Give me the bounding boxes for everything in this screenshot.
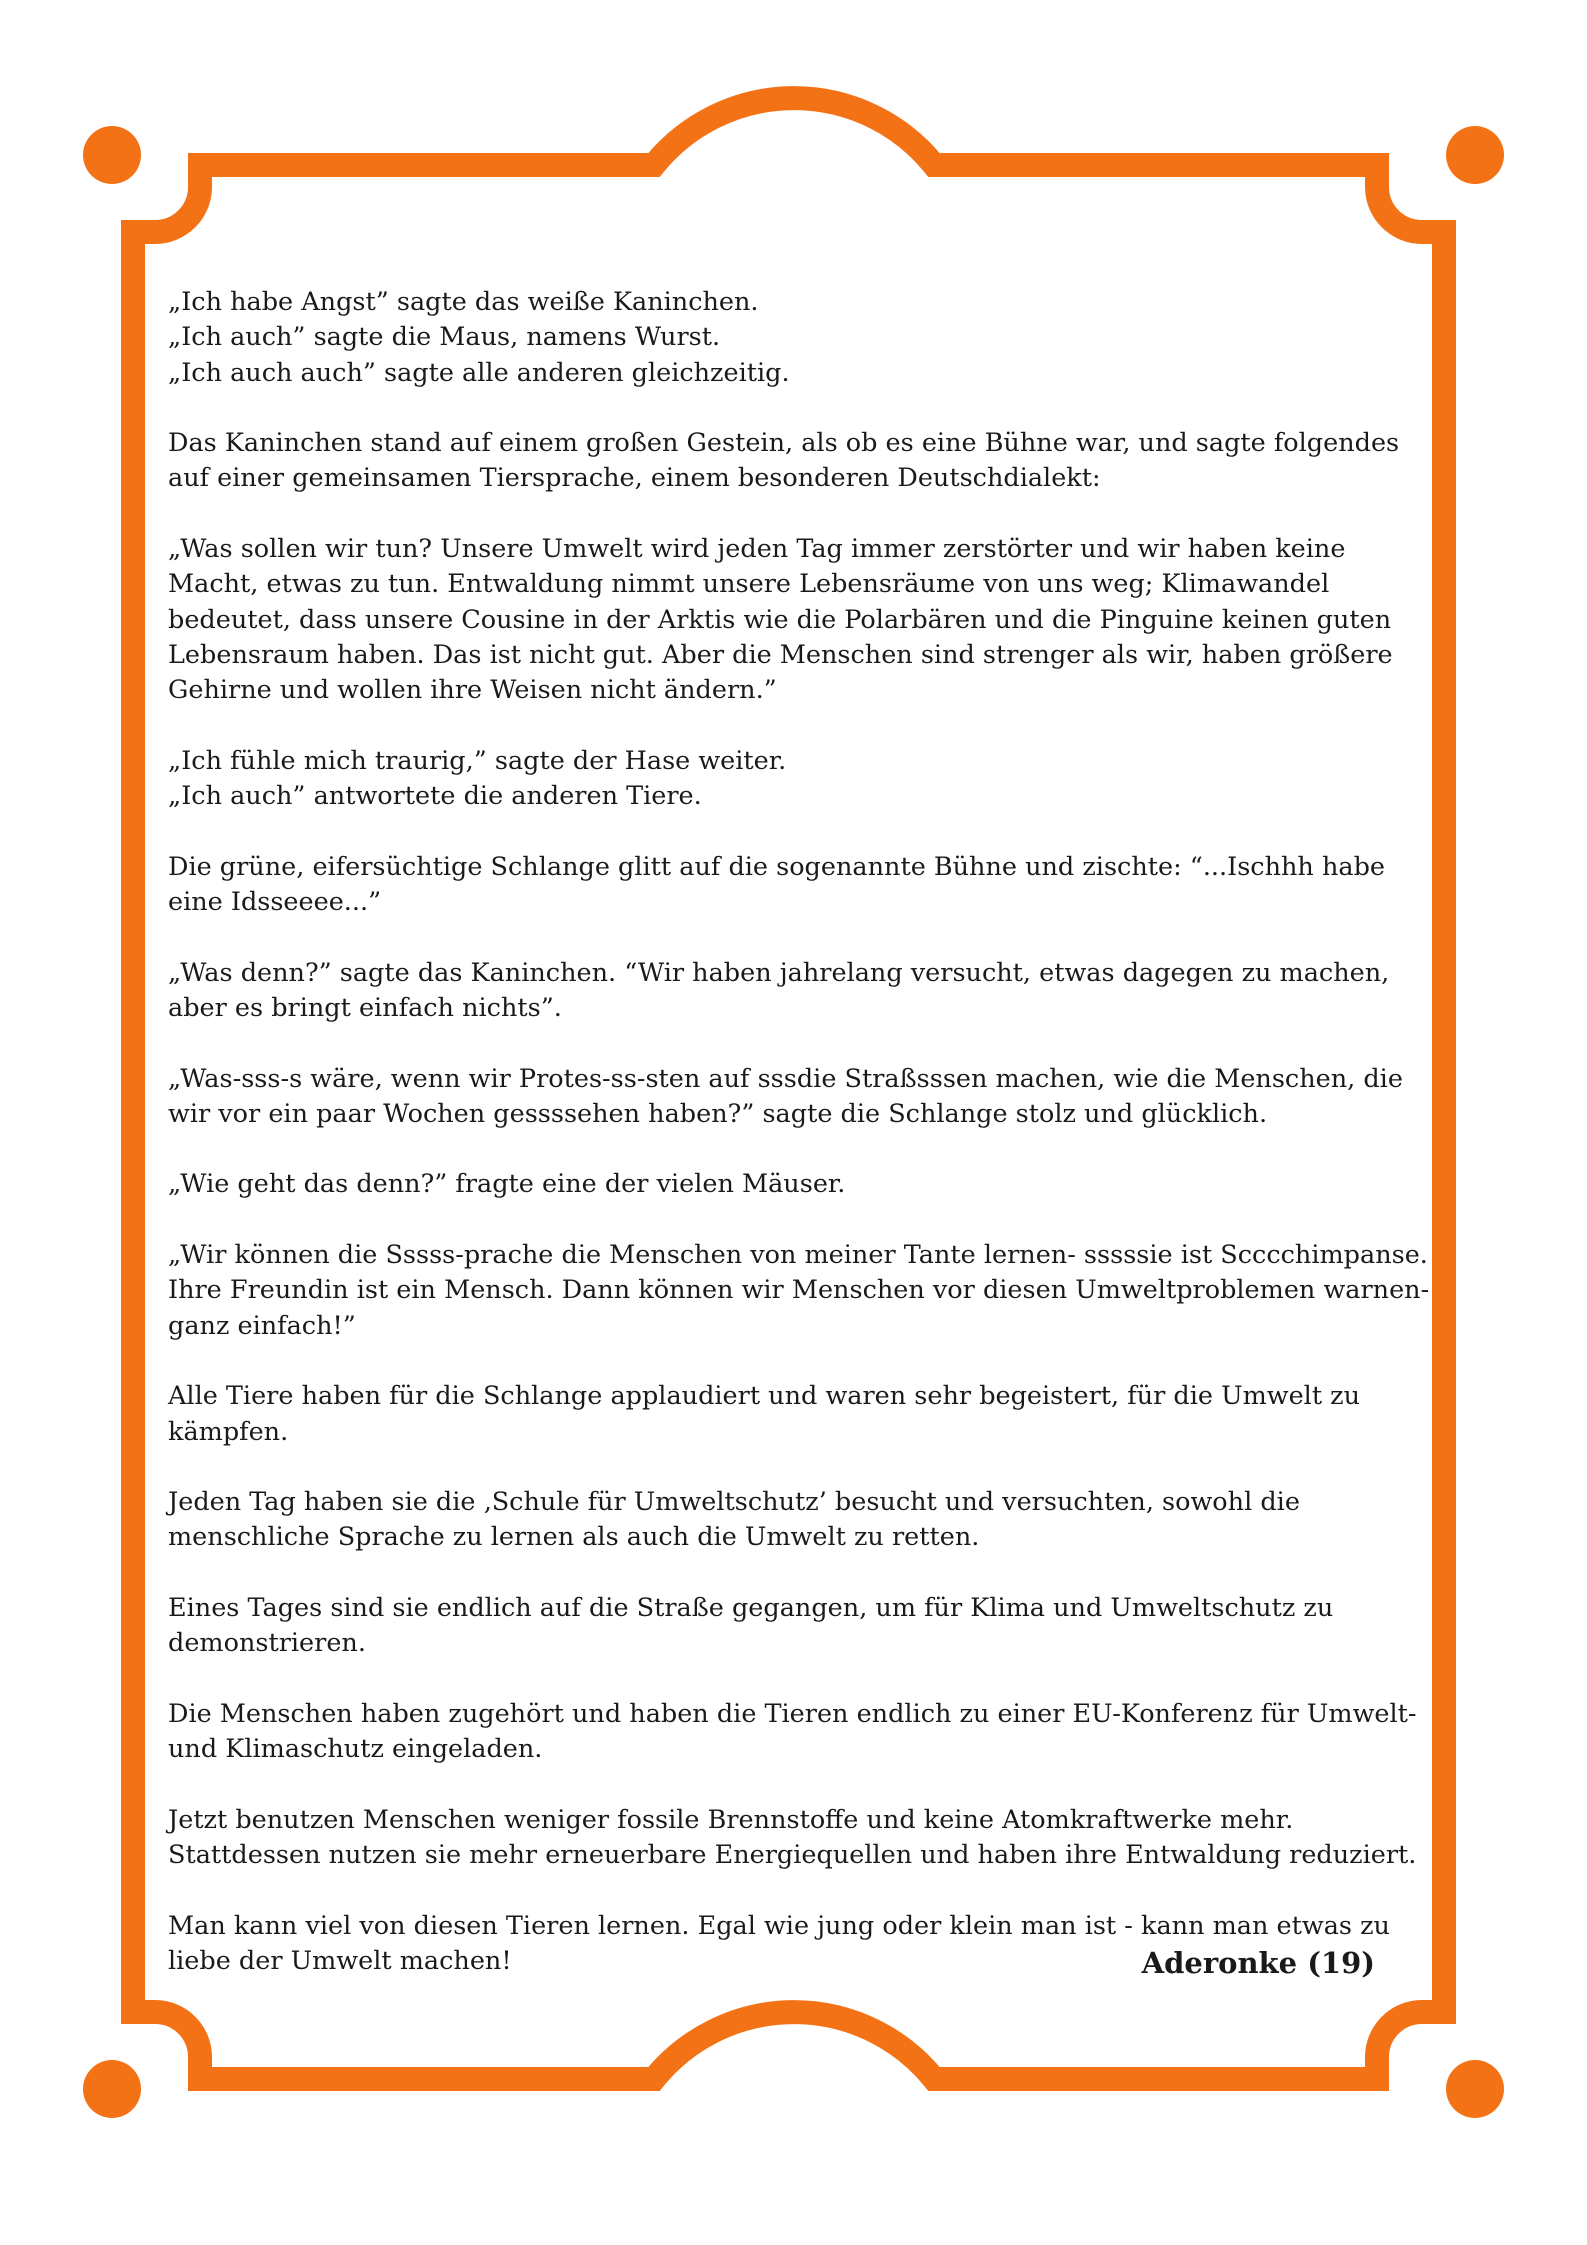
corner-dot-bottom-right bbox=[1446, 2060, 1504, 2118]
story-paragraph: Jeden Tag haben sie die ‚Schule für Umweltschutz’ besucht und versuchten, sowohl die menschliche Sprache zu lernen als auch die Umwelt zu retten. bbox=[168, 1487, 1300, 1553]
story-paragraph: „Was-sss-s wäre, wenn wir Protes-ss-sten auf sssdie Straßsssen machen, wie die Menschen, die wir vor ein paar Wochen gessssehen haben?” sagte die Schlange stolz und glücklich. bbox=[168, 1063, 1403, 1129]
corner-dot-bottom-left bbox=[83, 2060, 141, 2118]
story-paragraph: „Was denn?” sagte das Kaninchen. “Wir haben jahrelang versucht, etwas dagegen zu machen, aber es bringt einfach nichts”. bbox=[168, 957, 1390, 1023]
corner-dot-top-right bbox=[1446, 126, 1504, 184]
story-paragraph: „Was sollen wir tun? Unsere Umwelt wird jeden Tag immer zerstörter und wir haben keine Macht, etwas zu tun. Entwaldung nimmt unsere Lebensräume von uns weg; Klimawandel bedeutet, dass unsere Cousine in der Arktis wie die Polarbären und die Pinguine keinen guten Lebensraum haben. Das ist nicht gut. Aber die Menschen sind strenger als wir, haben größere Gehirne und wollen ihre Weisen nicht ändern.” bbox=[168, 534, 1393, 706]
corner-dot-top-left bbox=[83, 126, 141, 184]
story-paragraph: Alle Tiere haben für die Schlange applaudiert und waren sehr begeistert, für die Umwelt zu kämpfen. bbox=[168, 1381, 1361, 1447]
story-paragraph: Jetzt benutzen Menschen weniger fossile Brennstoffe und keine Atomkraftwerke mehr. Stattdessen nutzen sie mehr erneuerbare Energiequellen und haben ihre Entwaldung reduziert. bbox=[168, 1804, 1417, 1871]
story-paragraph: Eines Tages sind sie endlich auf die Straße gegangen, um für Klima und Umweltschutz zu demonstrieren. bbox=[168, 1592, 1334, 1659]
story-paragraph: Man kann viel von diesen Tieren lernen. Egal wie jung oder klein man ist - kann man etwas zu liebe der Umwelt machen! bbox=[168, 1910, 1390, 1976]
story-paragraph: Das Kaninchen stand auf einem großen Gestein, als ob es eine Bühne war, und sagte folgendes auf einer gemeinsamen Tiersprache, einem besonderen Deutschdialekt: bbox=[168, 428, 1400, 494]
story-paragraph: „Wir können die Sssss-prache die Menschen von meiner Tante lernen- sssssie ist Scccchimpanse. Ihre Freundin ist ein Mensch. Dann können wir Menschen vor diesen Umweltproblemen warnen- ganz einfach!” bbox=[168, 1240, 1430, 1341]
story-paragraph: Die Menschen haben zugehört und haben die Tieren endlich zu einer EU-Konferenz für Umwelt- und Klimaschutz eingeladen. bbox=[168, 1698, 1417, 1765]
story-body bbox=[168, 285, 1438, 2015]
story-paragraph: „Ich habe Angst” sagte das weiße Kaninchen. „Ich auch” sagte die Maus, namens Wurst. „Ich auch auch” sagte alle anderen gleichzeitig. bbox=[168, 287, 790, 388]
author-signature: Aderonke (19) bbox=[1141, 1946, 1375, 1980]
story-paragraph: Die grüne, eifersüchtige Schlange glitt auf die sogenannte Bühne und zischte: “...Ischhh habe eine Idsseeee...” bbox=[168, 851, 1385, 918]
story-paragraph: „Wie geht das denn?” fragte eine der vielen Mäuser. bbox=[168, 1169, 846, 1200]
story-paragraph: „Ich fühle mich traurig,” sagte der Hase weiter. „Ich auch” antwortete die anderen Tiere. bbox=[168, 745, 787, 812]
